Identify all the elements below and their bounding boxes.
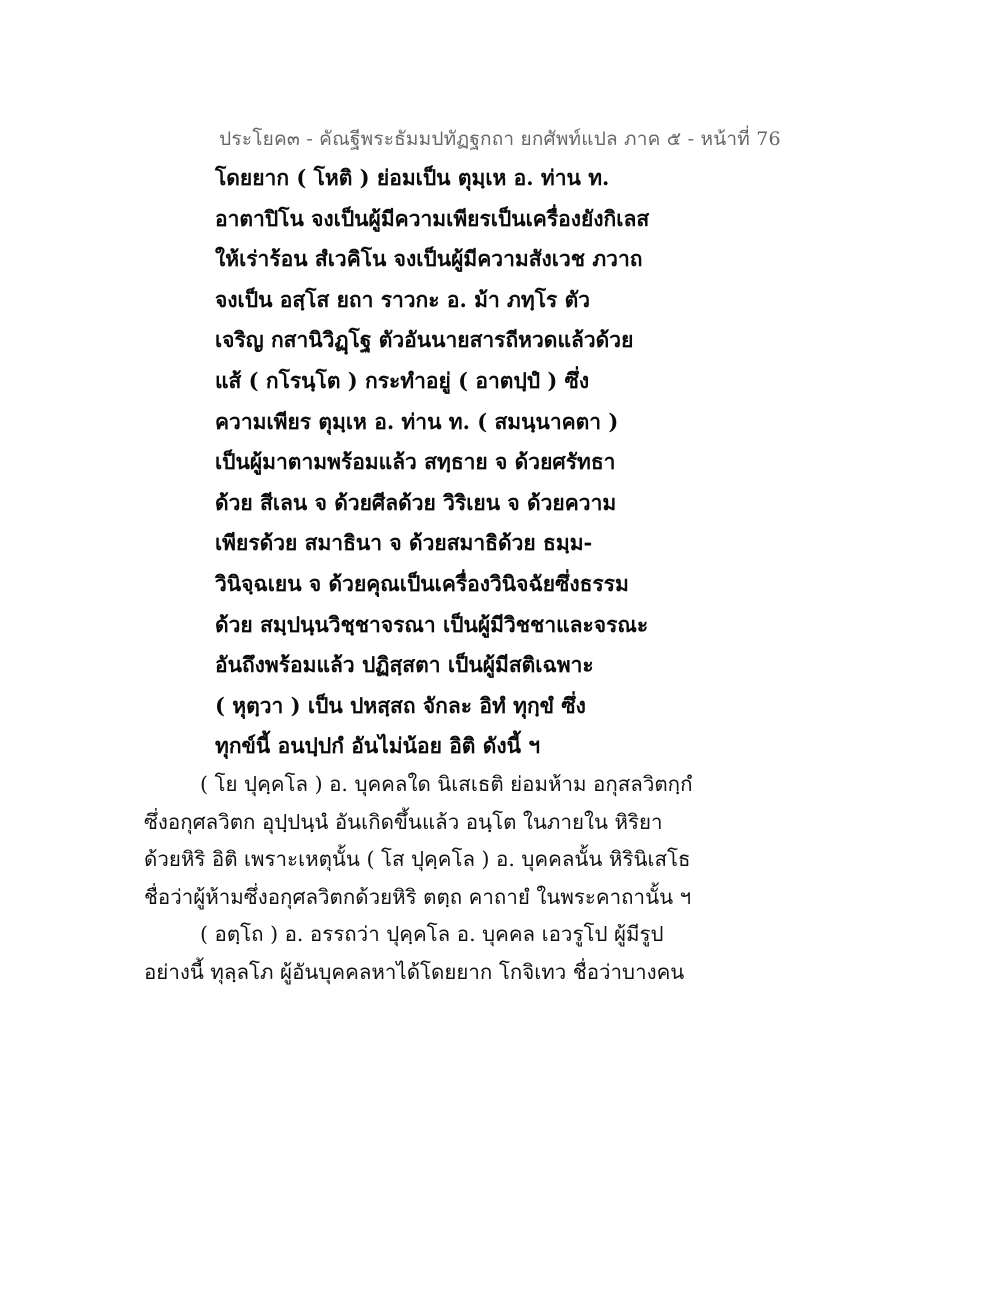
verse-line: อันถึงพร้อมแล้ว ปฏิสฺสตา เป็นผู้มีสติเฉพาะ [215,652,594,678]
verse-line: โดยยาก ( โหติ ) ย่อมเป็น ตุมฺเห อ. ท่าน ท. [215,165,610,190]
verse-line: ให้เร่าร้อน สํเวคิโน จงเป็นผู้มีความสังเวช ภวาถ [215,246,643,272]
verse-line: เป็นผู้มาตามพร้อมแล้ว สทฺธาย จ ด้วยศรัทธา [215,449,616,475]
verse-line: แส้ ( กโรนฺโต ) กระทำอยู่ ( อาตปฺปํ ) ซึ่ง [215,367,590,393]
verse-line: ทุกข์นี้ อนปฺปกํ อันไม่น้อย อิติ ดังนี้ ฯ [215,733,541,759]
running-title: ประโยค๓ - คัณฐีพระธัมมปทัฏฐกถา ยกศัพท์แปล ภาค ๕ - หน้าที่ 76 [219,128,781,150]
prose-line: ชื่อว่าผู้ห้ามซึ่งอกุศลวิตกด้วยหิริ ตตฺถ คาถายํ ในพระคาถานั้น ฯ [144,884,692,909]
prose-line: ด้วยหิริ อิติ เพราะเหตุนั้น ( โส ปุคฺคโล ) อ. บุคคลนั้น หิรินิเสโธ [144,847,691,872]
prose-line: ซึ่งอกุศลวิตก อุปฺปนฺนํ อันเกิดขึ้นแล้ว อนฺโต ในภายใน หิริยา [144,809,663,834]
verse-line: เจริญ กสานิวิฏฺโฐ ตัวอันนายสารถีหวดแล้วด้วย [215,327,634,353]
verse-translation-block [215,158,775,767]
verse-line: วินิจฺฉเยน จ ด้วยคุณเป็นเครื่องวินิจฉัยซึ่งธรรม [215,570,629,596]
verse-line: เพียรด้วย สมาธินา จ ด้วยสมาธิด้วย ธมฺม- [215,530,593,556]
verse-line: ความเพียร ตุมฺเห อ. ท่าน ท. ( สมนฺนาคตา ) [215,408,619,434]
page-header [0,124,1000,154]
verse-line: ( หุตฺวา ) เป็น ปหสฺสถ จักละ อิทํ ทุกฺขํ ซึ่ง [215,692,586,718]
verse-line: ด้วย สีเลน จ ด้วยศีลด้วย วิริเยน จ ด้วยความ [215,489,617,515]
verse-line: อาตาปิโน จงเป็นผู้มีความเพียรเป็นเครื่องยังกิเลส [215,205,650,231]
prose-line: ( อตฺโถ ) อ. อรรถว่า ปุคฺคโล อ. บุคคล เอวรูโป ผู้มีรูป [200,922,664,947]
prose-line: อย่างนี้ ทุลฺลโภ ผู้อันบุคคลหาได้โดยยาก โกจิเทว ชื่อว่าบางคน [144,959,685,984]
prose-line: ( โย ปุคฺคโล ) อ. บุคคลใด นิเสเธติ ย่อมห้าม อกุสลวิตกฺกํ [200,772,693,796]
verse-line: จงเป็น อสฺโส ยถา ราวกะ อ. ม้า ภทฺโร ตัว [215,286,591,312]
commentary-prose-block [144,766,764,992]
verse-line: ด้วย สมฺปนฺนวิชฺชาจรณา เป็นผู้มีวิชชาและจรณะ [215,611,649,637]
